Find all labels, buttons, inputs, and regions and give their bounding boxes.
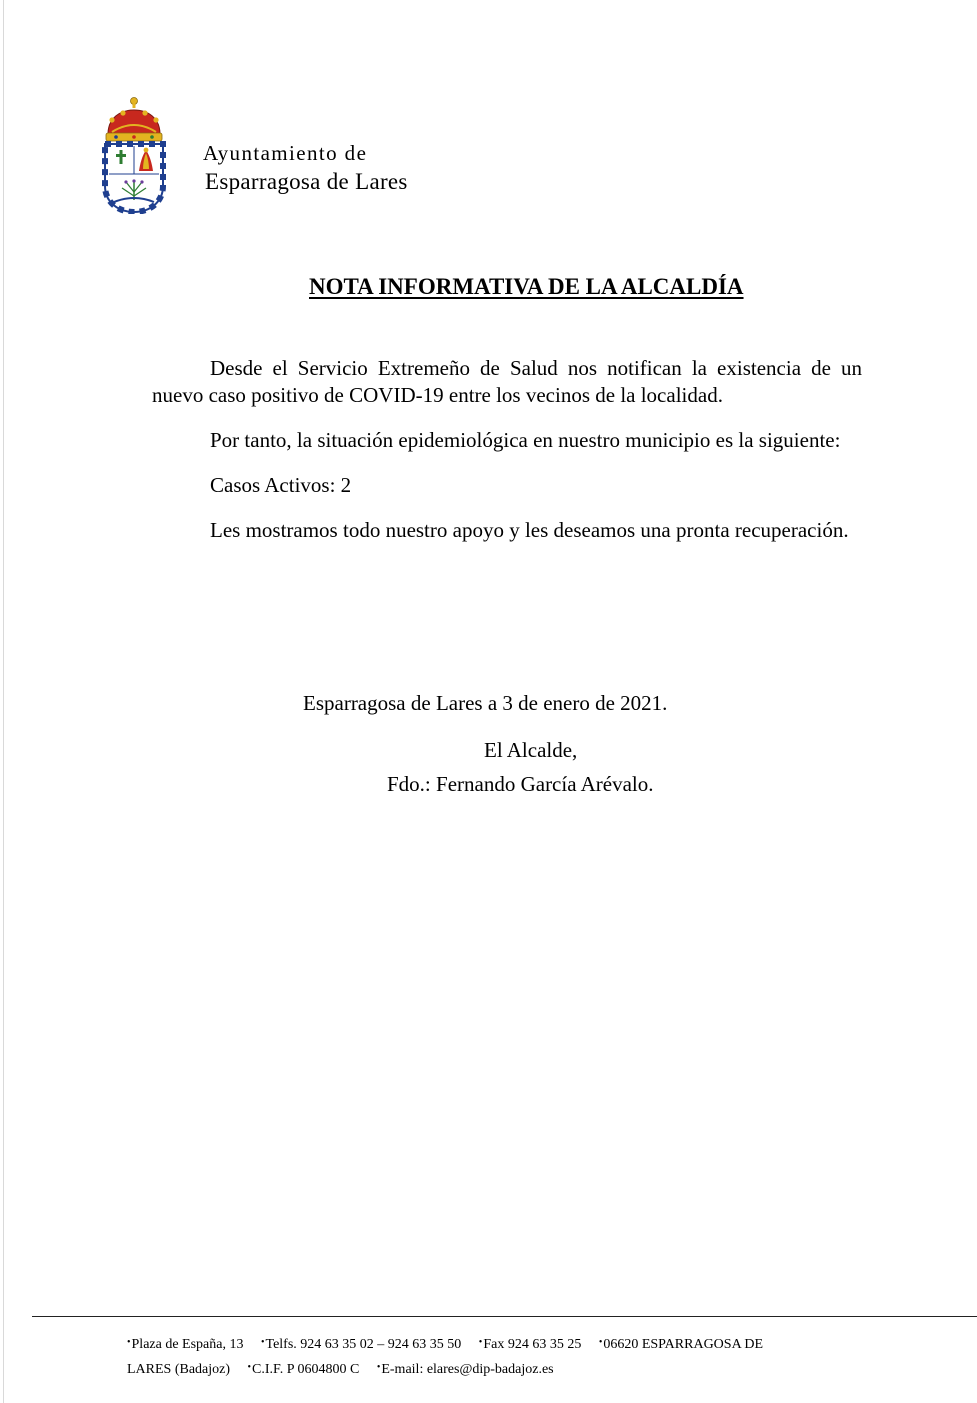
place-date: Esparragosa de Lares a 3 de enero de 2021. xyxy=(303,691,668,715)
org-name-line2: Esparragosa de Lares xyxy=(205,169,408,194)
paragraph-notification: Desde el Servicio Extremeño de Salud nos notifican la existencia de un nuevo caso positivo de COVID-19 entre los vecinos de la localidad. xyxy=(152,356,862,407)
bullet-icon: • xyxy=(260,1337,265,1348)
document-body xyxy=(152,355,862,544)
fax-text: Fax 924 63 35 25 xyxy=(483,1337,582,1352)
footer-divider xyxy=(32,1316,977,1317)
footer-phones xyxy=(261,1337,461,1352)
bullet-icon: • xyxy=(376,1362,381,1373)
footer-contact xyxy=(127,1331,837,1381)
bullet-icon: • xyxy=(247,1362,252,1373)
footer-cif xyxy=(248,1362,360,1377)
footer-row xyxy=(127,1356,837,1381)
address-text: Plaza de España, 13 xyxy=(131,1337,244,1352)
postal-text: 06620 ESPARRAGOSA DE xyxy=(603,1337,764,1352)
signer-role: El Alcalde, xyxy=(484,738,578,762)
paragraph-support: Les mostramos todo nuestro apoyo y les deseamos una pronta recuperación. xyxy=(210,518,849,542)
bullet-icon: • xyxy=(127,1337,131,1348)
document-title: NOTA INFORMATIVA DE LA ALCALDÍA xyxy=(309,274,744,299)
footer-address xyxy=(127,1337,243,1352)
paragraph-situation: Por tanto, la situación epidemiológica en nuestro municipio es la siguiente: xyxy=(210,428,841,452)
signer-name: Fdo.: Fernando García Arévalo. xyxy=(387,772,654,796)
email-text: E-mail: elares@dip-badajoz.es xyxy=(381,1362,554,1377)
postal-text-continued: LARES (Badajoz) xyxy=(127,1362,231,1377)
paragraph-active-cases: Casos Activos: 2 xyxy=(210,473,352,497)
footer-fax xyxy=(479,1337,582,1352)
footer-email xyxy=(377,1362,554,1377)
cif-text: C.I.F. P 0604800 C xyxy=(252,1362,360,1377)
phones-text: Telfs. 924 63 35 02 – 924 63 35 50 xyxy=(265,1337,462,1352)
bullet-icon: • xyxy=(598,1337,603,1348)
footer-row xyxy=(127,1331,837,1356)
bullet-icon: • xyxy=(478,1337,483,1348)
document-page xyxy=(3,0,977,1403)
org-name-line1: Ayuntamiento de xyxy=(203,141,368,165)
footer-postal xyxy=(599,1337,763,1352)
municipal-coat-of-arms-icon xyxy=(102,96,166,214)
